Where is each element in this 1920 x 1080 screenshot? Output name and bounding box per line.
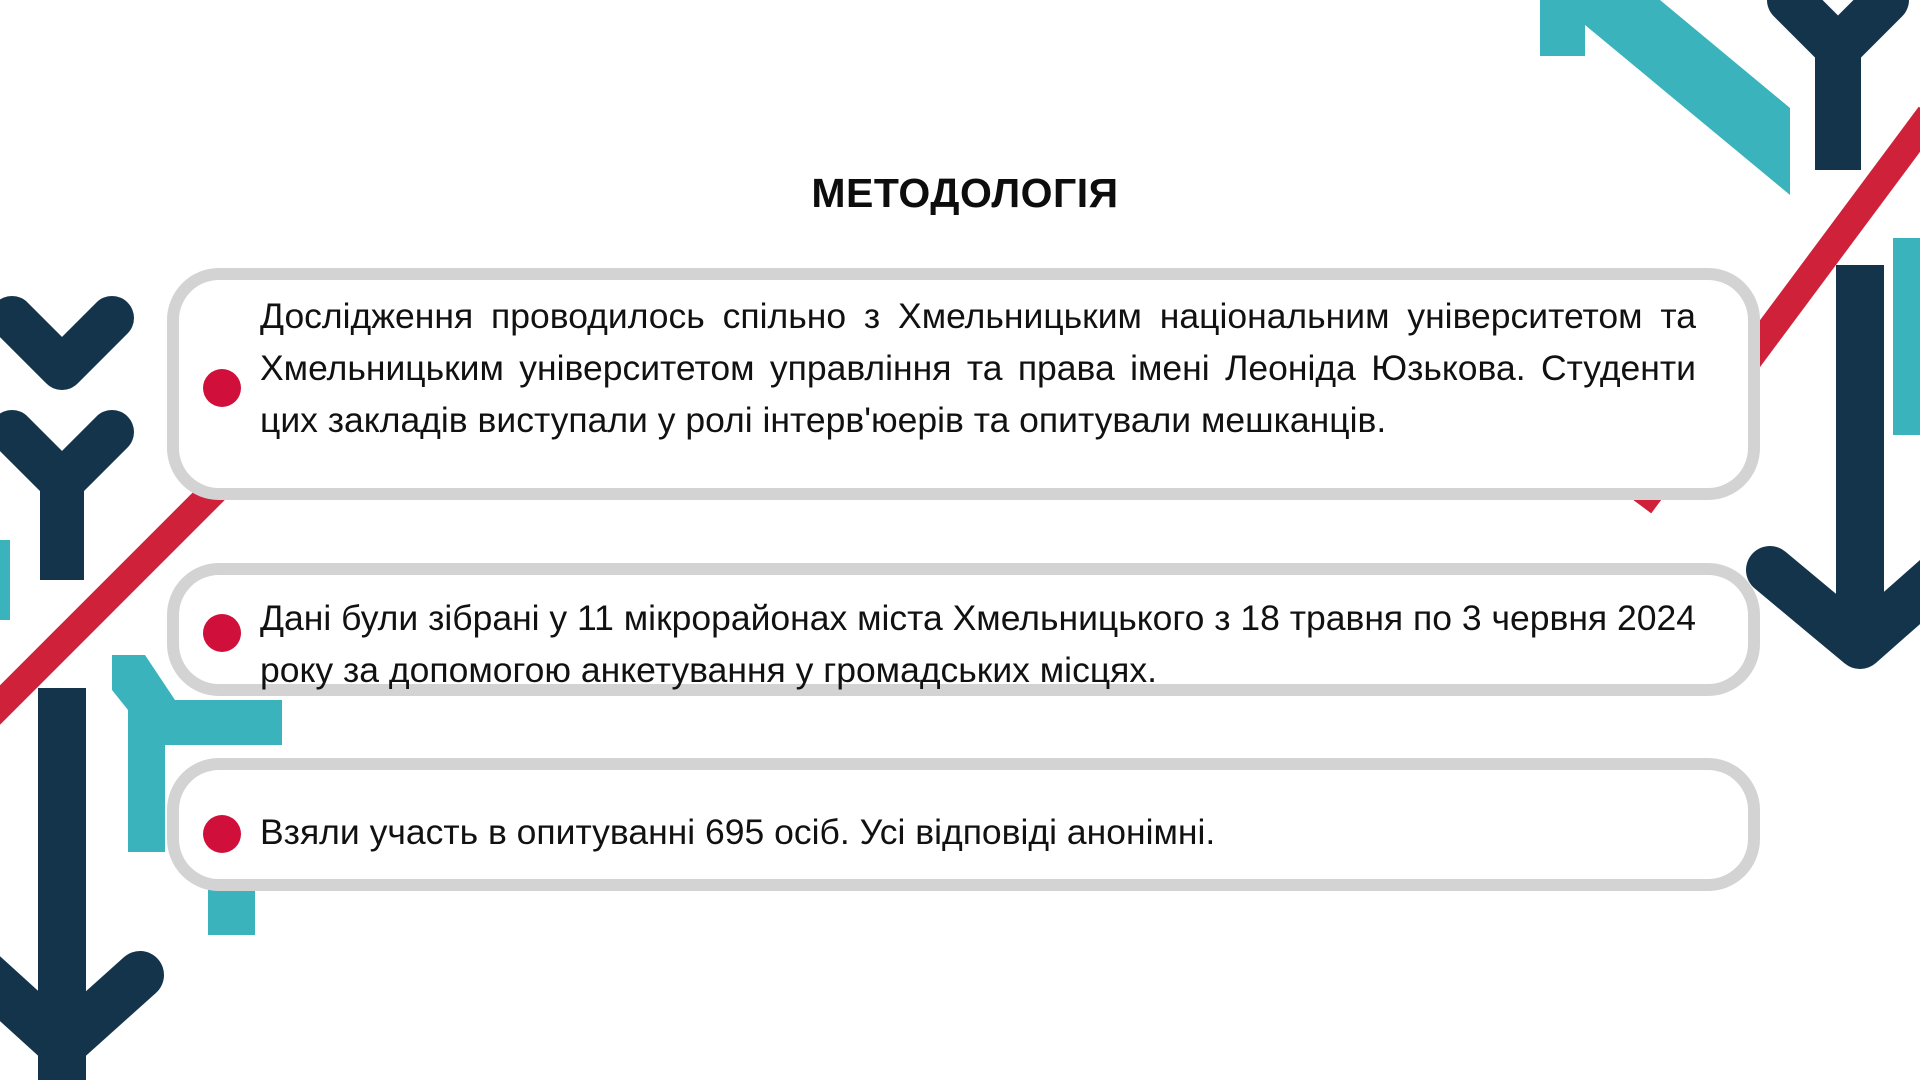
navy-chevron-left-upper xyxy=(12,318,112,368)
teal-sliver-left-edge xyxy=(0,540,10,620)
bullet-dot xyxy=(203,815,241,853)
methodology-text-1: Дослідження проводилось спільно з Хмельницьким національним університетом та Хмельницьким університетом управління та права імені Леоніда Юзькова. Студенти цих закладів виступали у ролі інтерв'юерів та опитували мешканців. xyxy=(260,296,1696,440)
methodology-text-3: Взяли участь в опитуванні 695 осіб. Усі відповіді анонімні. xyxy=(260,812,1216,852)
bullet-dot xyxy=(203,369,241,407)
slide-title: МЕТОДОЛОГІЯ xyxy=(811,170,1119,216)
teal-bar-right-edge xyxy=(1893,238,1920,435)
teal-chevron-top-right xyxy=(1540,0,1790,195)
bullet-dot xyxy=(203,614,241,652)
methodology-card-1 xyxy=(167,268,1760,500)
navy-chevron-left-middle xyxy=(12,432,112,482)
methodology-card-2 xyxy=(167,563,1760,696)
methodology-card-3 xyxy=(167,758,1760,891)
navy-y-arrow-top-right xyxy=(1790,0,1886,48)
teal-block-left-bottom xyxy=(208,888,255,935)
methodology-text-2: Дані були зібрані у 11 мікрорайонах міста Хмельницького з 18 травня по 3 червня 2024 року за допомогою анкетування у громадських місцях. xyxy=(260,598,1696,690)
